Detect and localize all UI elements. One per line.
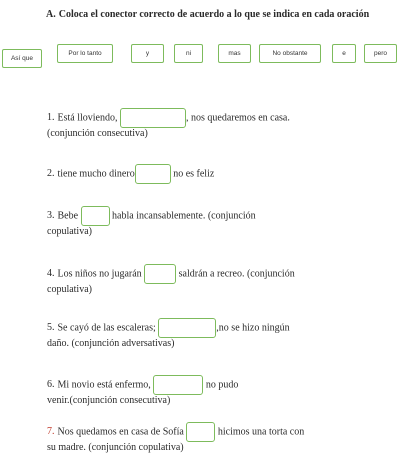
connector-chip-pero[interactable]: pero	[364, 44, 397, 63]
answer-blank-7[interactable]	[186, 422, 215, 442]
question-number: 6.	[47, 379, 55, 391]
question-text-before: Bebe	[57, 210, 79, 222]
answer-blank-4[interactable]	[144, 264, 176, 284]
question-hint: su madre. (conjunción copulativa)	[47, 442, 184, 453]
question-number: 2.	[47, 168, 55, 180]
question-hint: copulativa)	[47, 226, 92, 237]
connector-chip-ni[interactable]: ni	[174, 44, 203, 63]
question-4	[47, 264, 295, 296]
question-text-before: Los niños no jugarán	[57, 268, 142, 280]
instruction-heading	[46, 9, 376, 21]
question-number: 5.	[47, 322, 55, 334]
question-1	[47, 108, 290, 140]
answer-blank-3[interactable]	[81, 206, 110, 226]
heading-text: Coloca el conector correcto de acuerdo a lo que se indica en cada oración	[58, 9, 370, 20]
question-2	[47, 164, 214, 184]
question-text-before: tiene mucho dinero	[57, 168, 135, 180]
question-text-after: ,no se hizo ningún	[216, 322, 290, 334]
connector-chip-por-lo-tanto[interactable]: Por lo tanto	[57, 44, 113, 63]
question-text-before: Se cayó de las escaleras;	[57, 322, 156, 334]
connector-chip-y[interactable]: y	[131, 44, 164, 63]
connector-chip-e[interactable]: e	[332, 44, 356, 63]
question-7	[47, 422, 304, 454]
question-text-after: no es feliz	[173, 168, 215, 180]
question-text-before: Está lloviendo,	[57, 112, 118, 124]
question-6	[47, 375, 238, 407]
answer-blank-5[interactable]	[158, 318, 216, 338]
connector-chip-mas[interactable]: mas	[218, 44, 251, 63]
answer-blank-1[interactable]	[120, 108, 186, 128]
heading-label: A.	[46, 9, 56, 20]
question-text-before: Nos quedamos en casa de Sofía	[57, 426, 184, 438]
question-number: 4.	[47, 268, 55, 280]
connector-chip-asi-que[interactable]: Así que	[2, 49, 42, 68]
question-hint: (conjunción consecutiva)	[47, 128, 148, 139]
question-5	[47, 318, 290, 350]
question-hint: venir.(conjunción consecutiva)	[47, 395, 171, 406]
question-number: 7.	[47, 426, 55, 438]
question-text-after: hicimos una torta con	[217, 426, 305, 438]
answer-blank-6[interactable]	[153, 375, 203, 395]
question-text-after: saldrán a recreo. (conjunción	[178, 268, 295, 280]
question-text-before: Mi novio está enfermo,	[57, 379, 151, 391]
connector-chip-no-obstante[interactable]: No obstante	[259, 44, 321, 63]
question-hint: copulativa)	[47, 284, 92, 295]
question-number: 3.	[47, 210, 55, 222]
question-text-after: , nos quedaremos en casa.	[186, 112, 290, 124]
answer-blank-2[interactable]	[135, 164, 171, 184]
question-number: 1.	[47, 112, 55, 124]
question-text-after: no pudo	[205, 379, 239, 391]
question-3	[47, 206, 256, 238]
question-text-after: habla incansablemente. (conjunción	[112, 210, 256, 222]
question-hint: daño. (conjunción adversativas)	[47, 338, 175, 349]
